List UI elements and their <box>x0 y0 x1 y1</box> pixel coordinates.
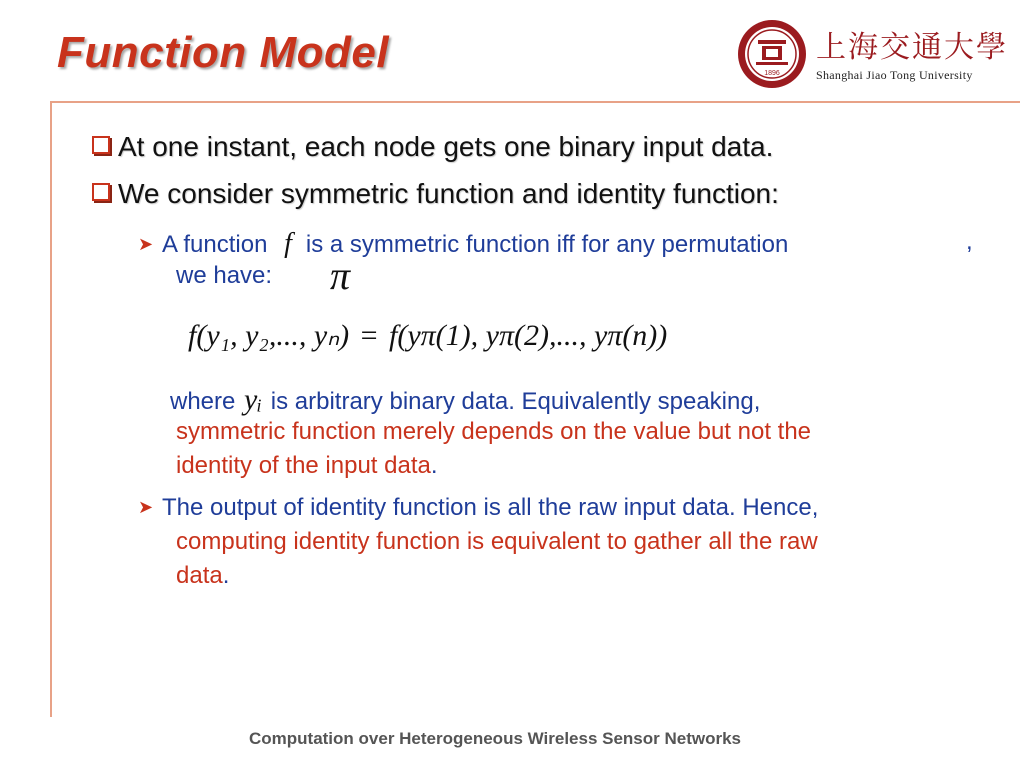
math-pi: π <box>330 253 351 298</box>
where-line3-period: . <box>430 452 438 479</box>
math-f: f <box>284 228 292 259</box>
logo-english-name: Shanghai Jiao Tong University <box>816 68 973 82</box>
equation-lhs: f(y₁, y₂,..., yₙ) <box>188 319 350 352</box>
sub2-line3-period: . <box>222 562 230 589</box>
where-line3 <box>176 452 438 480</box>
logo <box>736 18 1008 90</box>
where-word: where <box>170 388 236 415</box>
sub2-line1: The output of identity function is all the raw input data. Hence, <box>162 494 819 521</box>
checkbox-bullet-icon <box>92 136 110 154</box>
where-line1 <box>170 383 760 417</box>
where-text: is arbitrary binary data. Equivalently speaking, <box>270 388 761 415</box>
bullet-1 <box>92 131 773 163</box>
math-yi: yᵢ <box>244 383 263 416</box>
sub1-text-b: is a symmetric function iff for any permutation <box>305 231 789 258</box>
logo-chinese-name: 上海交通大學 <box>816 30 1008 65</box>
sub1-comma: , <box>966 228 973 255</box>
where-line2: symmetric function merely depends on the value but not the <box>176 418 812 445</box>
sub-bullet-1 <box>138 228 788 260</box>
bullet-1-text: At one instant, each node gets one binary input data. <box>118 131 774 162</box>
equation-rhs: f(yπ(1), yπ(2),..., yπ(n)) <box>389 319 668 352</box>
bullet-2 <box>92 178 779 210</box>
top-divider <box>50 101 1020 103</box>
sub-bullet-2 <box>138 494 818 522</box>
sub2-line2: computing identity function is equivalent to gather all the raw <box>176 528 818 555</box>
left-divider <box>50 101 52 717</box>
arrow-bullet-icon: ➤ <box>138 497 154 517</box>
slide-footer: Computation over Heterogeneous Wireless Sensor Networks <box>248 729 742 748</box>
sub2-line3-text: data <box>176 562 223 589</box>
university-seal <box>736 18 808 90</box>
bullet-2-text: We consider symmetric function and identity function: <box>118 178 779 209</box>
seal-year: 1896 <box>764 70 780 77</box>
equation-equals: = <box>360 319 378 352</box>
arrow-bullet-icon: ➤ <box>138 234 154 254</box>
slide-title: Function Model <box>57 28 390 77</box>
sub1-line2: we have: <box>176 262 273 289</box>
sub1-text-a: A function <box>162 231 268 258</box>
checkbox-bullet-icon <box>92 183 110 201</box>
where-line3-text: identity of the input data <box>176 452 431 479</box>
sub2-line3 <box>176 562 229 590</box>
equation <box>188 318 667 353</box>
